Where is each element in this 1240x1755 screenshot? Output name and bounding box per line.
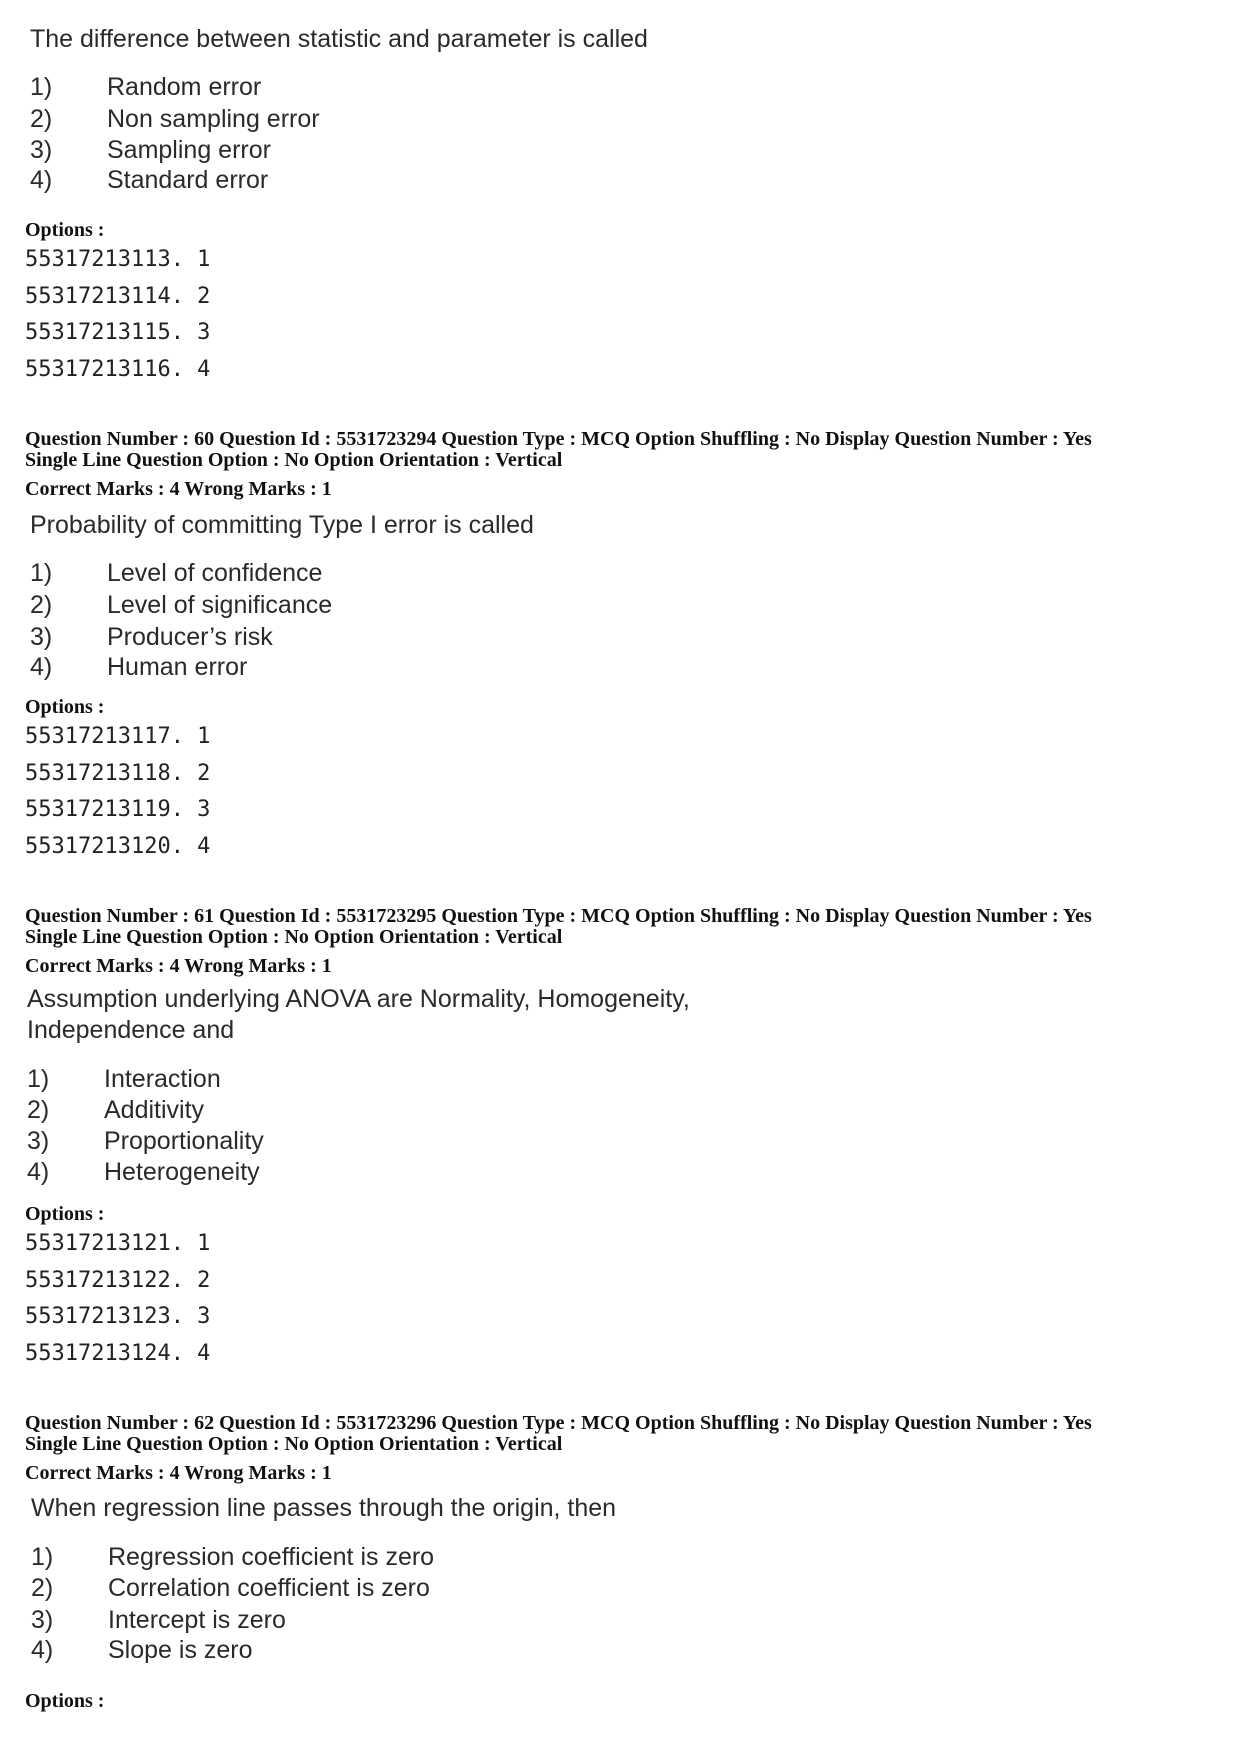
question-stem-continued: Independence and — [27, 1016, 235, 1044]
option-id-row: 55317213124. 4 — [25, 1341, 211, 1366]
choice-text: Level of confidence — [107, 559, 323, 587]
choice-text: Heterogeneity — [104, 1158, 260, 1186]
options-label: Options : — [25, 696, 105, 718]
choice-number: 3) — [30, 136, 53, 164]
choice-text: Sampling error — [107, 136, 271, 164]
question-stem: The difference between statistic and parameter is called — [30, 25, 648, 53]
choice-number: 4) — [30, 653, 53, 681]
choice-number: 4) — [31, 1636, 54, 1664]
question-meta-options: Single Line Question Option : No Option Orientation : Vertical — [25, 449, 563, 471]
choice-text: Regression coefficient is zero — [108, 1543, 435, 1571]
option-id-row: 55317213116. 4 — [25, 357, 211, 382]
choice-number: 1) — [30, 559, 53, 587]
question-stem: Assumption underlying ANOVA are Normality, Homogeneity, — [27, 985, 690, 1013]
choice-number: 3) — [27, 1127, 50, 1155]
question-marks: Correct Marks : 4 Wrong Marks : 1 — [25, 1462, 332, 1484]
choice-number: 3) — [31, 1606, 54, 1634]
choice-number: 1) — [27, 1065, 50, 1093]
option-id-row: 55317213123. 3 — [25, 1304, 211, 1329]
option-id-row: 55317213115. 3 — [25, 320, 211, 345]
question-meta: Question Number : 60 Question Id : 5531723294 Question Type : MCQ Option Shuffling : No Display Question Number : Yes — [25, 428, 1092, 450]
options-label: Options : — [25, 1690, 105, 1712]
options-label: Options : — [25, 219, 105, 241]
choice-number: 1) — [30, 73, 53, 101]
question-meta-options: Single Line Question Option : No Option Orientation : Vertical — [25, 1433, 563, 1455]
choice-text: Level of significance — [107, 591, 333, 619]
choice-text: Non sampling error — [107, 105, 320, 133]
option-id-row: 55317213117. 1 — [25, 724, 211, 749]
question-meta: Question Number : 62 Question Id : 5531723296 Question Type : MCQ Option Shuffling : No Display Question Number : Yes — [25, 1412, 1092, 1434]
choice-number: 3) — [30, 623, 53, 651]
choice-text: Standard error — [107, 166, 269, 194]
options-label: Options : — [25, 1203, 105, 1225]
choice-number: 2) — [27, 1096, 50, 1124]
option-id-row: 55317213114. 2 — [25, 284, 211, 309]
choice-text: Random error — [107, 73, 262, 101]
option-id-row: 55317213113. 1 — [25, 247, 211, 272]
option-id-row: 55317213122. 2 — [25, 1268, 211, 1293]
choice-text: Additivity — [104, 1096, 205, 1124]
choice-text: Interaction — [104, 1065, 221, 1093]
choice-number: 2) — [30, 591, 53, 619]
choice-number: 2) — [30, 105, 53, 133]
option-id-row: 55317213119. 3 — [25, 797, 211, 822]
choice-number: 4) — [27, 1158, 50, 1186]
choice-number: 1) — [31, 1543, 54, 1571]
question-meta: Question Number : 61 Question Id : 5531723295 Question Type : MCQ Option Shuffling : No Display Question Number : Yes — [25, 905, 1092, 927]
option-id-row: 55317213120. 4 — [25, 834, 211, 859]
question-stem: Probability of committing Type I error is called — [30, 511, 534, 539]
choice-text: Correlation coefficient is zero — [108, 1574, 430, 1602]
option-id-row: 55317213121. 1 — [25, 1231, 211, 1256]
choice-text: Producer’s risk — [107, 623, 273, 651]
choice-text: Human error — [107, 653, 248, 681]
question-marks: Correct Marks : 4 Wrong Marks : 1 — [25, 478, 332, 500]
choice-text: Slope is zero — [108, 1636, 253, 1664]
question-meta-options: Single Line Question Option : No Option Orientation : Vertical — [25, 926, 563, 948]
question-marks: Correct Marks : 4 Wrong Marks : 1 — [25, 955, 332, 977]
question-stem: When regression line passes through the origin, then — [31, 1494, 617, 1522]
choice-text: Proportionality — [104, 1127, 264, 1155]
choice-number: 4) — [30, 166, 53, 194]
choice-number: 2) — [31, 1574, 54, 1602]
choice-text: Intercept is zero — [108, 1606, 286, 1634]
option-id-row: 55317213118. 2 — [25, 761, 211, 786]
